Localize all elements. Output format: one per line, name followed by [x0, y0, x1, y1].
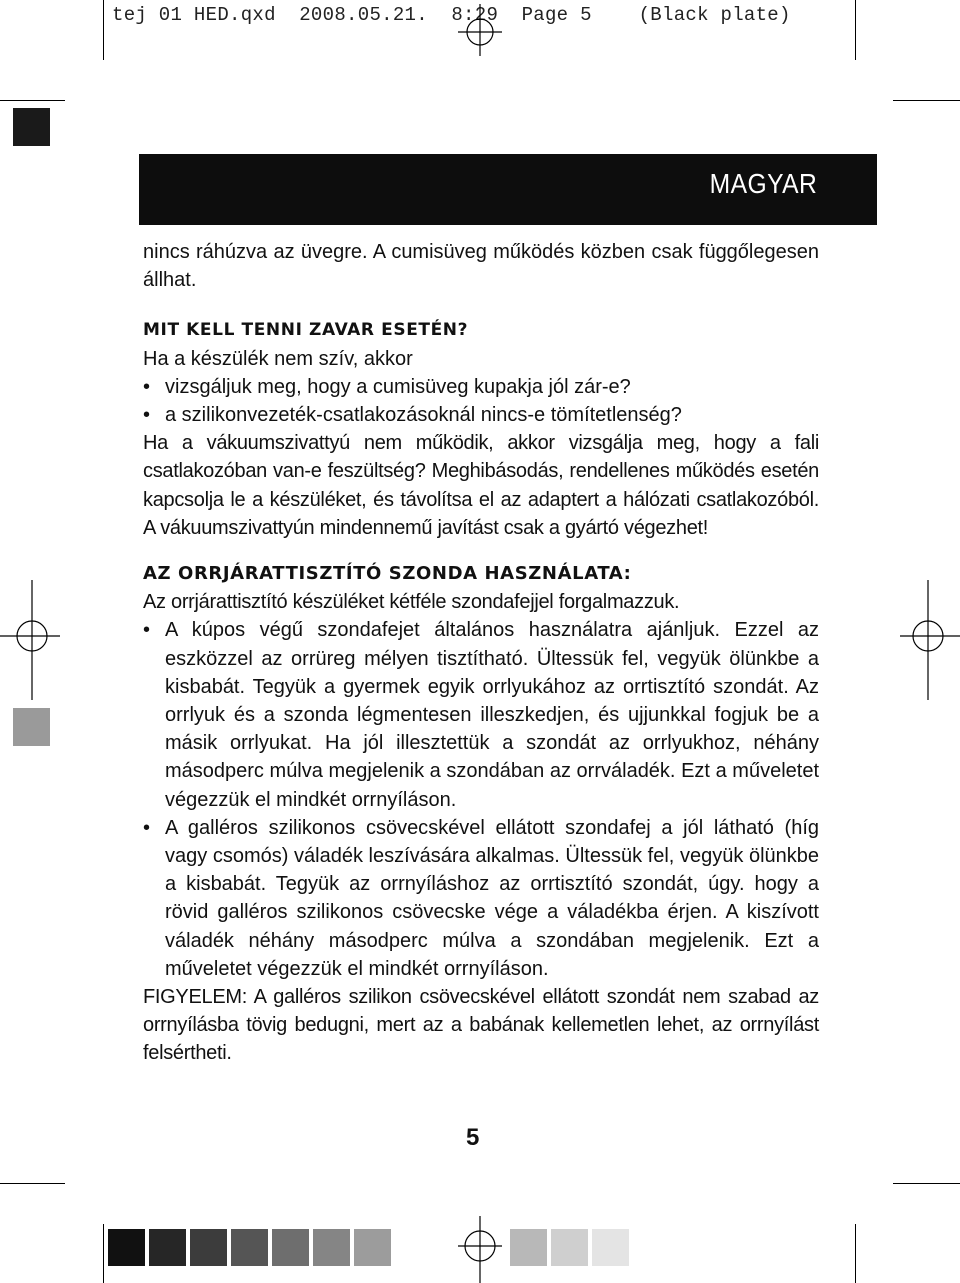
registration-mark-top	[458, 4, 502, 56]
color-swatch	[592, 1229, 629, 1266]
intro-paragraph: nincs ráhúzva az üvegre. A cumisüveg működés közben csak függőlegesen állhat.	[143, 241, 819, 292]
crop-mark-top-left-h	[0, 100, 65, 101]
section-heading-troubleshooting: MIT KELL TENNI ZAVAR ESETÉN?	[143, 320, 469, 341]
list-item: • vizsgáljuk meg, hogy a cumisüveg kupakja jól zár-e?	[143, 373, 819, 401]
registration-mark-bottom	[458, 1216, 502, 1283]
page-content	[143, 238, 819, 1068]
color-swatch	[313, 1229, 350, 1266]
color-control-black-square	[13, 108, 50, 146]
troubleshooting-lead: Ha a készülék nem szív, akkor	[143, 347, 413, 370]
crop-mark-top-right-h	[893, 100, 960, 101]
color-swatch	[272, 1229, 309, 1266]
warning-paragraph: FIGYELEM: A galléros szilikon csövecskével ellátott szondát nem szabad az orrnyílásba tövig bedugni, mert az a babának kellemetlen lehet, az orrnyílást felsértheti.	[143, 986, 819, 1065]
color-swatch	[190, 1229, 227, 1266]
color-swatch	[551, 1229, 588, 1266]
crop-mark-bottom-right-v	[855, 1224, 856, 1283]
crop-mark-top-left-v	[103, 0, 104, 60]
color-swatch	[149, 1229, 186, 1266]
crop-mark-bottom-right-h	[893, 1183, 960, 1184]
crop-mark-bottom-left-v	[103, 1224, 104, 1283]
page-number: 5	[466, 1124, 480, 1151]
section-heading-nasal-probe: AZ ORRJÁRATTISZTÍTÓ SZONDA HASZNÁLATA:	[143, 563, 632, 585]
color-control-gray-square	[13, 708, 50, 746]
color-swatch	[510, 1229, 547, 1266]
troubleshooting-list	[143, 373, 819, 429]
list-item: • A galléros szilikonos csövecskével ellátott szondafej a jól látható (híg vagy csomós) váladék leszívására alkalmas. Ültessük fel, vegyük ölünkbe a kisbabát. Tegyük az orrnyíláshoz az orrtisztító szondát, úgy. hogy a rövid galléros szilikonos csövecske vége a váladékba érjen. A kiszívott váladék néhány másodperc múlva a szondában megjelenik. Ezt a műveletet végezzük el mindkét orrnyíláson.	[143, 814, 819, 983]
crop-mark-bottom-left-h	[0, 1183, 65, 1184]
language-header-bar	[139, 154, 877, 225]
crop-mark-top-right-v	[855, 0, 856, 60]
print-slug: tej 01 HED.qxd 2008.05.21. 8:29 Page 5 (Black plate)	[112, 4, 791, 26]
list-item: • A kúpos végű szondafejet általános használatra ajánljuk. Ezzel az eszközzel az orrüreg mélyen tisztítható. Ültessük fel, vegyük ölünkbe a kisbabát. Tegyük a gyermek egyik orrlyukához az orrtisztító szondát. Az orrlyuk és a szonda légmentesen illeszkedjen, és ujjunkkal fogjuk be a másik orrlyukat. Ha jól illesztettük a szondát az orrlyukhoz, néhány másodperc múlva megjelenik a szondában az orrváladék. Ezt a műveletet végezzük el mindkét orrnyíláson.	[143, 616, 819, 813]
color-bar-right	[510, 1229, 633, 1266]
registration-mark-left	[0, 580, 60, 700]
nasal-probe-lead: Az orrjárattisztító készüléket kétféle szondafejjel forgalmazzuk.	[143, 591, 680, 614]
color-swatch	[354, 1229, 391, 1266]
language-title: MAGYAR	[709, 168, 817, 199]
color-bar-left	[108, 1229, 395, 1266]
troubleshooting-paragraph: Ha a vákuumszivattyú nem működik, akkor vizsgálja meg, hogy a fali csatlakozóban van-e feszültség? Meghibásodás, rendellenes működés esetén kapcsolja le a készüléket, és távolítsa el az adaptert a hálózati csatlakozóból. A vákuumszivattyún mindennemű javítást csak a gyártó végezhet!	[143, 432, 819, 539]
nasal-probe-list	[143, 616, 819, 983]
list-item: • a szilikonvezeték-csatlakozásoknál nincs-e tömítetlenség?	[143, 401, 819, 429]
color-swatch	[108, 1229, 145, 1266]
registration-mark-right	[900, 580, 960, 700]
color-swatch	[231, 1229, 268, 1266]
